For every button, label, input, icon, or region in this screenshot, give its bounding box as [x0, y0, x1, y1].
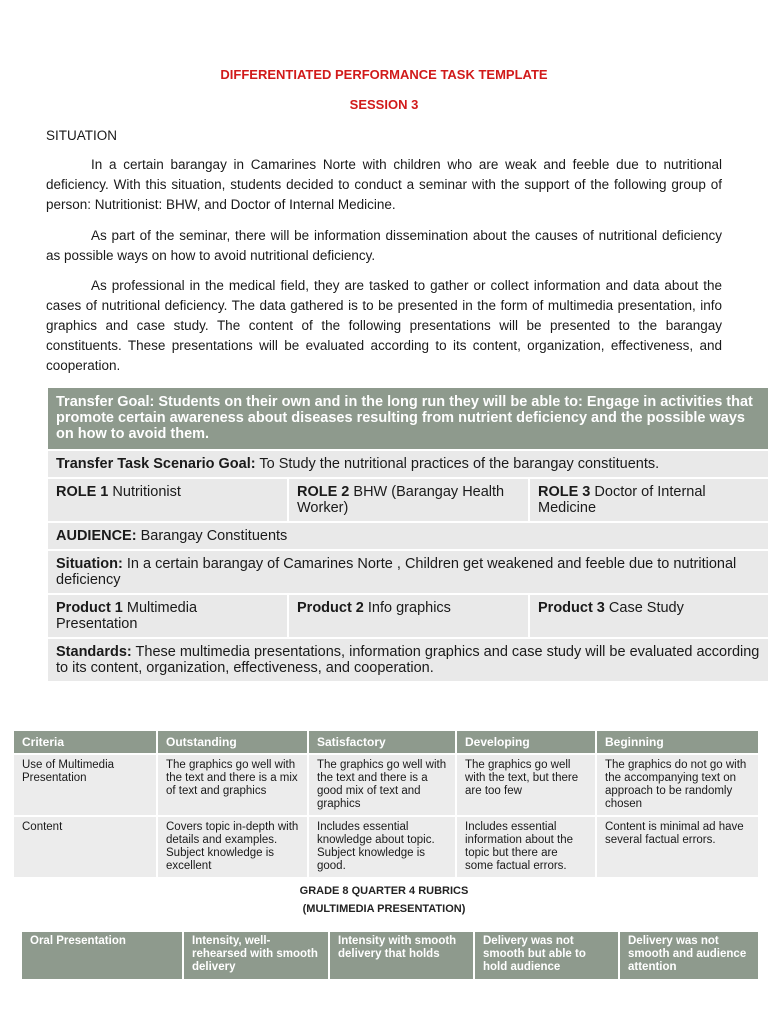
oral-satisfactory: Intensity with smooth delivery that holds	[329, 931, 474, 980]
document-title: DIFFERENTIATED PERFORMANCE TASK TEMPLATE	[220, 67, 548, 82]
table-cell: The graphics go well with the text, but there are too few	[456, 754, 596, 816]
grasps-table	[46, 386, 768, 683]
product-2-text: Info graphics	[363, 600, 451, 616]
audience-text: Barangay Constituents	[136, 528, 288, 544]
table-row	[21, 931, 759, 980]
table-row	[13, 816, 759, 878]
table-cell: Use of Multimedia Presentation	[13, 754, 157, 816]
oral-beginning: Delivery was not smooth and audience attention	[619, 931, 759, 980]
oral-outstanding: Intensity, well-rehearsed with smooth delivery	[183, 931, 329, 980]
role-1-text: Nutritionist	[108, 484, 181, 500]
role-3	[529, 478, 768, 522]
transfer-goal: Transfer Goal: Students on their own and in the long run they will be able to: Engage in activities that promote certain awareness about diseases resulting from nutrient deficiency and the possible ways on how to avoid them.	[47, 387, 768, 450]
product-2-label: Product 2	[297, 600, 364, 616]
rubric-header-developing: Developing	[456, 730, 596, 754]
table-cell: The graphics go well with the text and there is a good mix of text and graphics	[308, 754, 456, 816]
role-3-text: Doctor of Internal Medicine	[538, 484, 706, 516]
table-cell: Content	[13, 816, 157, 878]
rubric-header-satisfactory: Satisfactory	[308, 730, 456, 754]
products-row	[47, 594, 768, 638]
session-label: SESSION 3	[349, 97, 419, 112]
oral-presentation-table	[20, 930, 760, 981]
scenario-goal	[47, 450, 768, 478]
rubric-header-criteria: Criteria	[13, 730, 157, 754]
rubric-table	[12, 729, 760, 879]
rubric-header-beginning: Beginning	[596, 730, 759, 754]
table-cell: Includes essential knowledge about topic. Subject knowledge is good.	[308, 816, 456, 878]
role-2	[288, 478, 529, 522]
scenario-row	[47, 450, 768, 478]
situation-paragraph-1: In a certain barangay in Camarines Norte with children who are weak and feeble due to nutritional deficiency. With this situation, students decided to conduct a seminar with the support of the following group of person: Nutritionist: BHW, and Doctor of Internal Medicine.	[46, 157, 722, 212]
product-2	[288, 594, 529, 638]
table-cell: Includes essential information about the topic but there are some factual errors.	[456, 816, 596, 878]
rubric-header-row	[13, 730, 759, 754]
table-cell: Covers topic in-depth with details and examples. Subject knowledge is excellent	[157, 816, 308, 878]
standards	[47, 638, 768, 682]
scenario-label: Transfer Task Scenario Goal:	[56, 456, 256, 472]
product-1-text: Multimedia Presentation	[56, 600, 198, 632]
oral-criteria: Oral Presentation	[21, 931, 183, 980]
rubric-caption-line-2: (MULTIMEDIA PRESENTATION)	[302, 903, 466, 915]
situation-paragraph-2: As part of the seminar, there will be information dissemination about the causes of nutritional deficiency as possible ways on how to avoid nutritional deficiency.	[46, 228, 722, 263]
rubric-caption-line-1: GRADE 8 QUARTER 4 RUBRICS	[299, 885, 469, 897]
standards-label: Standards:	[56, 644, 132, 660]
roles-row	[47, 478, 768, 522]
transfer-goal-row	[47, 387, 768, 450]
situation-heading: SITUATION	[46, 128, 118, 143]
situation-text: In a certain barangay of Camarines Norte , Children get weakened and feeble due to nutritional deficiency	[56, 556, 737, 588]
situation-cell	[47, 550, 768, 594]
oral-developing: Delivery was not smooth but able to hold audience	[474, 931, 619, 980]
role-2-label: ROLE 2	[297, 484, 350, 500]
standards-row	[47, 638, 768, 682]
table-cell: Content is minimal ad have several factual errors.	[596, 816, 759, 878]
audience	[47, 522, 768, 550]
product-1-label: Product 1	[56, 600, 123, 616]
role-1-label: ROLE 1	[56, 484, 109, 500]
situation-paragraph-3: As professional in the medical field, they are tasked to gather or collect information and data about the cases of nutritional deficiency. The data gathered is to be presented in the form of multimedia presentation, info graphics and case study. The content of the following presentations will be presented to the barangay constituents. These presentations will be evaluated according to its content, organization, effectiveness, and cooperation.	[46, 278, 722, 373]
table-cell: The graphics do not go with the accompanying text on approach to be randomly chosen	[596, 754, 759, 816]
standards-text: These multimedia presentations, information graphics and case study will be evaluated according to its content, organization, effectiveness, and cooperation.	[56, 644, 760, 676]
rubric-header-outstanding: Outstanding	[157, 730, 308, 754]
scenario-text: To Study the nutritional practices of the barangay constituents.	[255, 456, 660, 472]
audience-row	[47, 522, 768, 550]
situation-row	[47, 550, 768, 594]
product-1	[47, 594, 288, 638]
table-cell: The graphics go well with the text and there is a mix of text and graphics	[157, 754, 308, 816]
role-2-text: BHW (Barangay Health Worker)	[297, 484, 505, 516]
product-3-text: Case Study	[604, 600, 684, 616]
role-3-label: ROLE 3	[538, 484, 591, 500]
product-3-label: Product 3	[538, 600, 605, 616]
role-1	[47, 478, 288, 522]
table-row	[13, 754, 759, 816]
audience-label: AUDIENCE:	[56, 528, 137, 544]
situation-label: Situation:	[56, 556, 123, 572]
product-3	[529, 594, 768, 638]
